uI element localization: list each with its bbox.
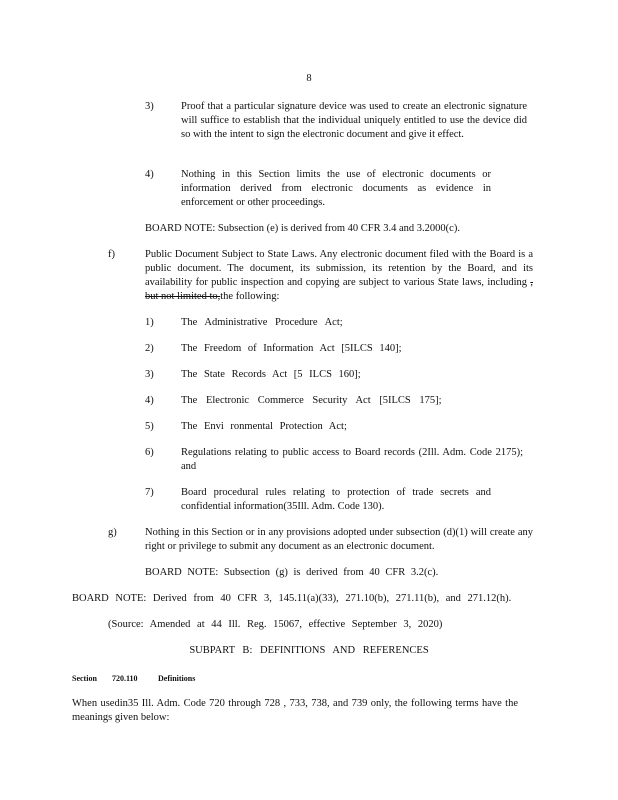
subpart-title: SUBPART B: DEFINITIONS AND REFERENCES — [189, 645, 429, 656]
page-number: 8 — [306, 73, 312, 84]
subsection-label: f) — [108, 249, 115, 260]
item-text: Nothing in this Section limits the use of electronic documents or information derived from electronic documents as evidence in enforcement or other proceedings. — [181, 169, 491, 208]
struck-text: , but not limited to, — [145, 277, 533, 302]
subsection-f-text — [145, 248, 533, 304]
list-item-text: The State Records Act [5 ILCS 160]; — [181, 369, 361, 380]
list-item-number: 4) — [145, 395, 154, 406]
list-item-number: 6) — [145, 447, 154, 458]
list-item-number: 5) — [145, 421, 154, 432]
subsection-f-text-before: Public Document Subject to State Laws. Any electronic document filed with the Board is a public document. The document, its submission, its retention by the Board, and its availability for public inspection and copying are subject to various State laws, including — [145, 249, 533, 288]
subsection-g-text: Nothing in this Section or in any provisions adopted under subsection (d)(1) will create any right or privilege to submit any document as an electronic document. — [145, 527, 533, 552]
section-label: Section — [72, 674, 97, 683]
list-item-text: The Administrative Procedure Act; — [181, 317, 343, 328]
list-item-number: 1) — [145, 317, 154, 328]
item-text: Proof that a particular signature device was used to create an electronic signature will suffice to establish that the individual uniquely entitled to use the device did so with the intent to sign the electronic document and give it effect. — [181, 101, 527, 140]
list-item-text: Regulations relating to public access to Board records (2Ill. Adm. Code 2175); and — [181, 447, 523, 472]
section-number: 720.110 — [112, 674, 138, 683]
source-note: (Source: Amended at 44 Ill. Reg. 15067, effective September 3, 2020) — [108, 619, 443, 630]
section-title: Definitions — [158, 674, 196, 683]
list-item-text: The Freedom of Information Act [5ILCS 140]; — [181, 343, 402, 354]
list-item-number: 3) — [145, 369, 154, 380]
list-item-number: 2) — [145, 343, 154, 354]
list-item-text: The Electronic Commerce Security Act [5ILCS 175]; — [181, 395, 442, 406]
list-item-text: Board procedural rules relating to protection of trade secrets and confidential information(35Ill. Adm. Code 130). — [181, 487, 491, 512]
board-note-main: BOARD NOTE: Derived from 40 CFR 3, 145.11(a)(33), 271.10(b), 271.11(b), and 271.12(h). — [72, 593, 512, 604]
subsection-label: g) — [108, 527, 117, 538]
item-number: 3) — [145, 101, 154, 112]
subsection-f-text-after: the following: — [220, 291, 280, 302]
list-item-number: 7) — [145, 487, 154, 498]
definitions-intro: When usedin35 Ill. Adm. Code 720 through 728 , 733, 738, and 739 only, the following terms have the meanings given below: — [72, 698, 518, 723]
board-note-e: BOARD NOTE: Subsection (e) is derived from 40 CFR 3.4 and 3.2000(c). — [145, 223, 460, 234]
list-item-text: The Envi ronmental Protection Act; — [181, 421, 347, 432]
board-note-g: BOARD NOTE: Subsection (g) is derived from 40 CFR 3.2(c). — [145, 567, 439, 578]
item-number: 4) — [145, 169, 154, 180]
